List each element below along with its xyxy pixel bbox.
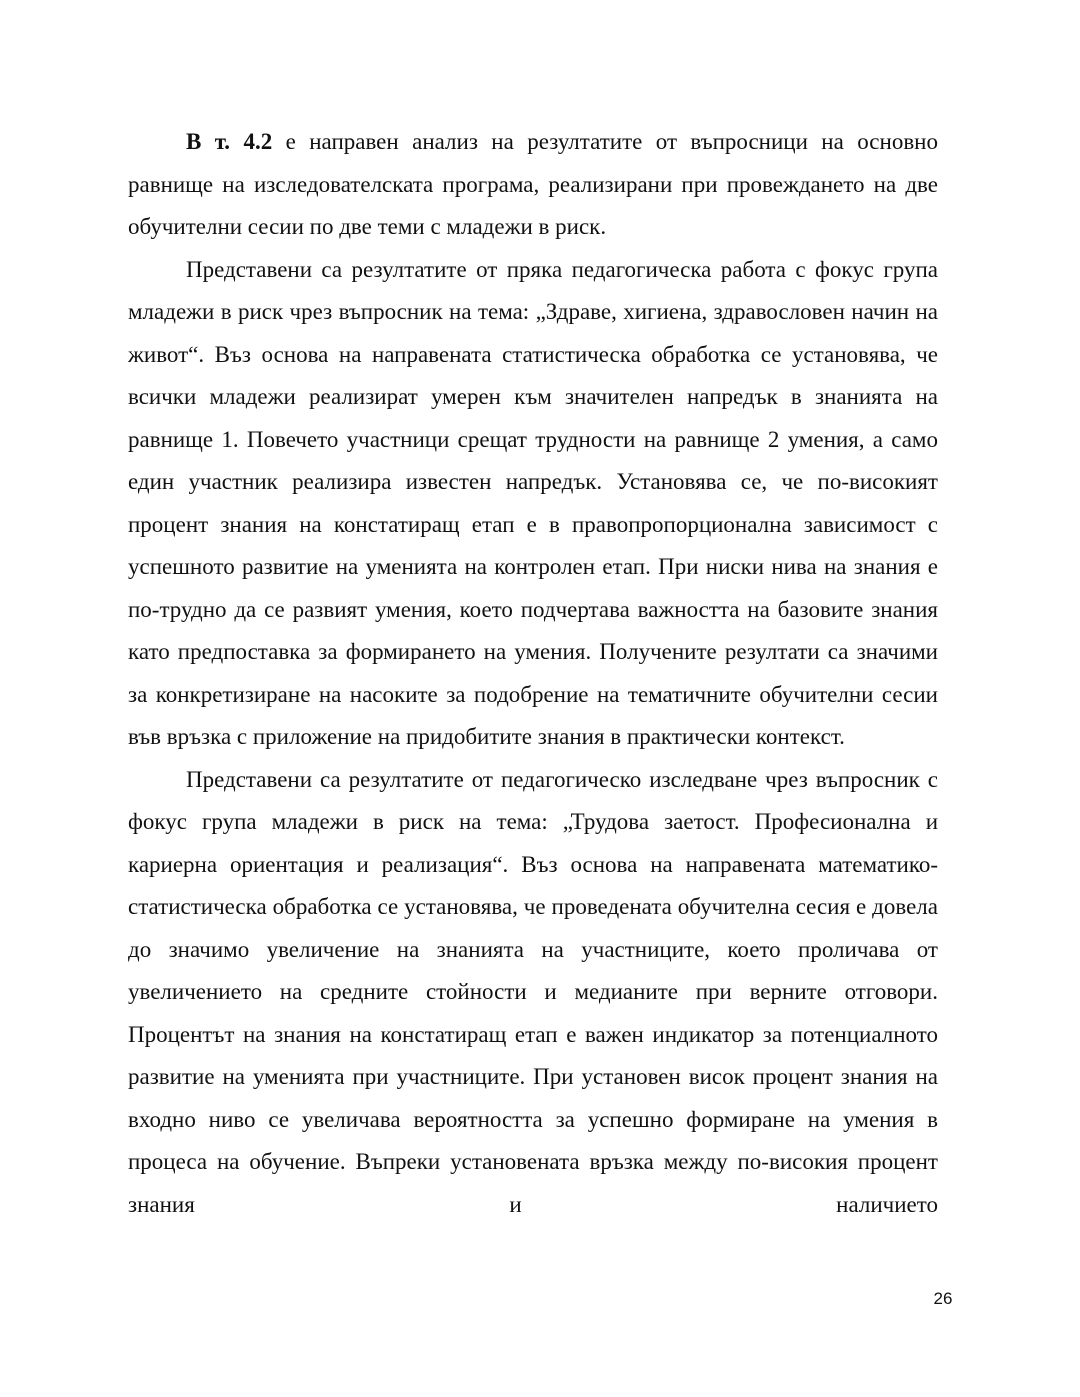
body-text bbox=[128, 121, 938, 1226]
paragraph-2 bbox=[128, 249, 938, 759]
page-number: 26 bbox=[933, 1289, 953, 1308]
section-reference: В т. 4.2 bbox=[186, 129, 273, 154]
paragraph-2-text: Представени са резултатите от пряка педагогическа работа с фокус група младежи в риск чрез въпросник на тема: „Здраве, хигиена, здравословен начин на живот“. Въз основа на направената статистическа обработка се установява, че всички младежи реализират умерен към значителен напредък в знанията на равнище 1. Повечето участници срещат трудности на равнище 2 умения, а само един участник реализира известен напредък. Установява се, че по-високият процент знания на констатиращ етап е в правопропорционална зависимост с успешното развитие на уменията на контролен етап. При ниски нива на знания е по-трудно да се развият умения, което подчертава важността на базовите знания като предпоставка за формирането на умения. Получените резултати са значими за конкретизиране на насоките за подобрение на тематичните обучителни сесии във връзка с приложение на придобитите знания в практически контекст. bbox=[128, 256, 938, 749]
paragraph-3 bbox=[128, 759, 938, 1227]
paragraph-1-text: е направен анализ на резултатите от въпросници на основно равнище на изследователската програма, реализирани при провеждането на две обучителни сесии по две теми с младежи в риск. bbox=[128, 129, 938, 239]
paragraph-3-text: Представени са резултатите от педагогическо изследване чрез въпросник с фокус група младежи в риск на тема: „Трудова заетост. Професионална и кариерна ориентация и реализация“. Въз основа на направената математико-статистическа обработка се установява, че проведената обучителна сесия е довела до значимо увеличение на знанията на участниците, което проличава от увеличението на средните стойности и медианите при верните отговори. Процентът на знания на констатиращ етап е важен индикатор за потенциалното развитие на уменията при участниците. При установен висок процент знания на входно ниво се увеличава вероятността за успешно формиране на умения в процеса на обучение. Въпреки установената връзка между по-високия процент знания и наличието bbox=[128, 766, 938, 1217]
paragraph-1 bbox=[128, 121, 938, 249]
